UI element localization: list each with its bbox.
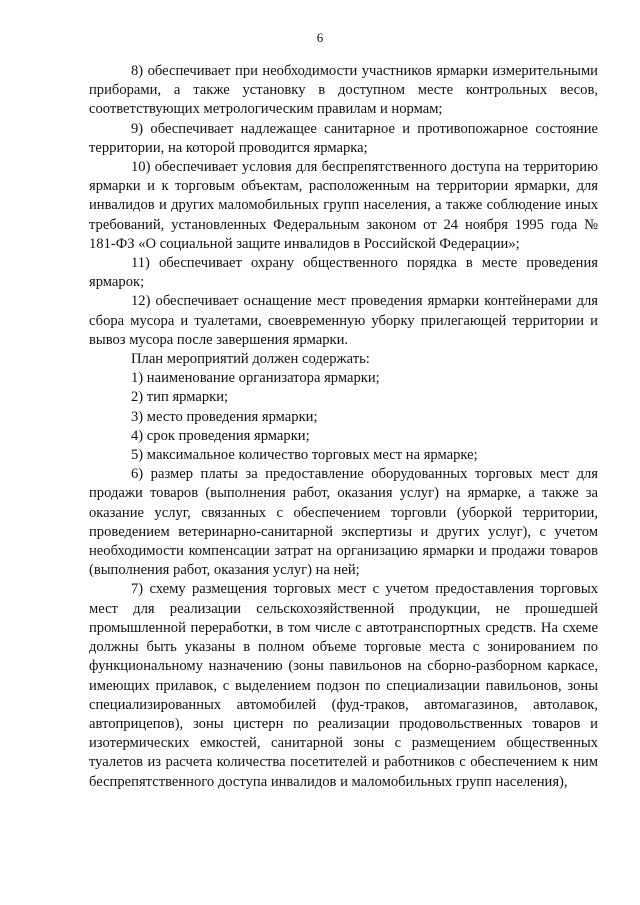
plan-item-1: 1) наименование организатора ярмарки; — [131, 370, 380, 387]
plan-item-7: 7) схему размещения торговых мест с учетом предоставления торговых мест для реализации сельскохозяйственной продукции, не прошедшей промышленной переработки, в том числе с автотранспортных средств. На схеме должны быть указаны в полном объеме торговые места с зонированием по функциональному назначению (зоны павильонов на сборно-разборном каркасе, имеющих прилавок, с выделением подзон по специализации павильонов, зоны специализированных автомобилей (фуд-траков, автомагазинов, автолавок, автоприцепов), зоны цистерн по реализации продовольственных товаров и изотермических емкостей, санитарной зоны с размещением общественных туалетов из расчета количества посетителей и работников с обеспечением к ним беспрепятственного доступа инвалидов и маломобильных групп населения), — [89, 581, 598, 790]
plan-item-6: 6) размер платы за предоставление оборудованных торговых мест для продажи товаров (выполнения работ, оказания услуг) на ярмарке, а также за оказание услуг, связанных с обеспечением торговли (уборкой территории, проведением ветеринарно-санитарной экспертизы и других услуг), с учетом необходимости компенсации затрат на организацию ярмарки и продажи товаров (выполнения работ, оказания услуг) на ней; — [89, 466, 598, 579]
plan-intro: План мероприятий должен содержать: — [131, 351, 370, 368]
paragraph-item-8: 8) обеспечивает при необходимости участников ярмарки измерительными приборами, а также установку в доступном месте контрольных весов, соответствующих метрологическим правилам и нормам; — [89, 63, 598, 118]
document-body — [89, 62, 598, 792]
plan-item-3: 3) место проведения ярмарки; — [131, 408, 318, 425]
paragraph-item-12: 12) обеспечивает оснащение мест проведения ярмарки контейнерами для сбора мусора и туалетами, своевременную уборку прилегающей территории и вывоз мусора после завершения ярмарки. — [89, 293, 598, 348]
plan-item-5: 5) максимальное количество торговых мест на ярмарке; — [131, 447, 478, 464]
paragraph-item-9: 9) обеспечивает надлежащее санитарное и противопожарное состояние территории, на которой проводится ярмарка; — [89, 120, 598, 156]
page-number: 6 — [316, 30, 324, 45]
paragraph-item-11: 11) обеспечивает охрану общественного порядка в месте проведения ярмарок; — [89, 255, 598, 291]
plan-item-2: 2) тип ярмарки; — [131, 389, 229, 406]
paragraph-item-10: 10) обеспечивает условия для беспрепятственного доступа на территорию ярмарки и к торговым объектам, расположенным на территории ярмарки, для инвалидов и других маломобильных групп населения, а также соблюдение иных требований, установленных Федеральным законом от 24 ноября 1995 года № 181-ФЗ «О социальной защите инвалидов в Российской Федерации»; — [89, 159, 598, 252]
plan-item-4: 4) срок проведения ярмарки; — [131, 427, 310, 444]
